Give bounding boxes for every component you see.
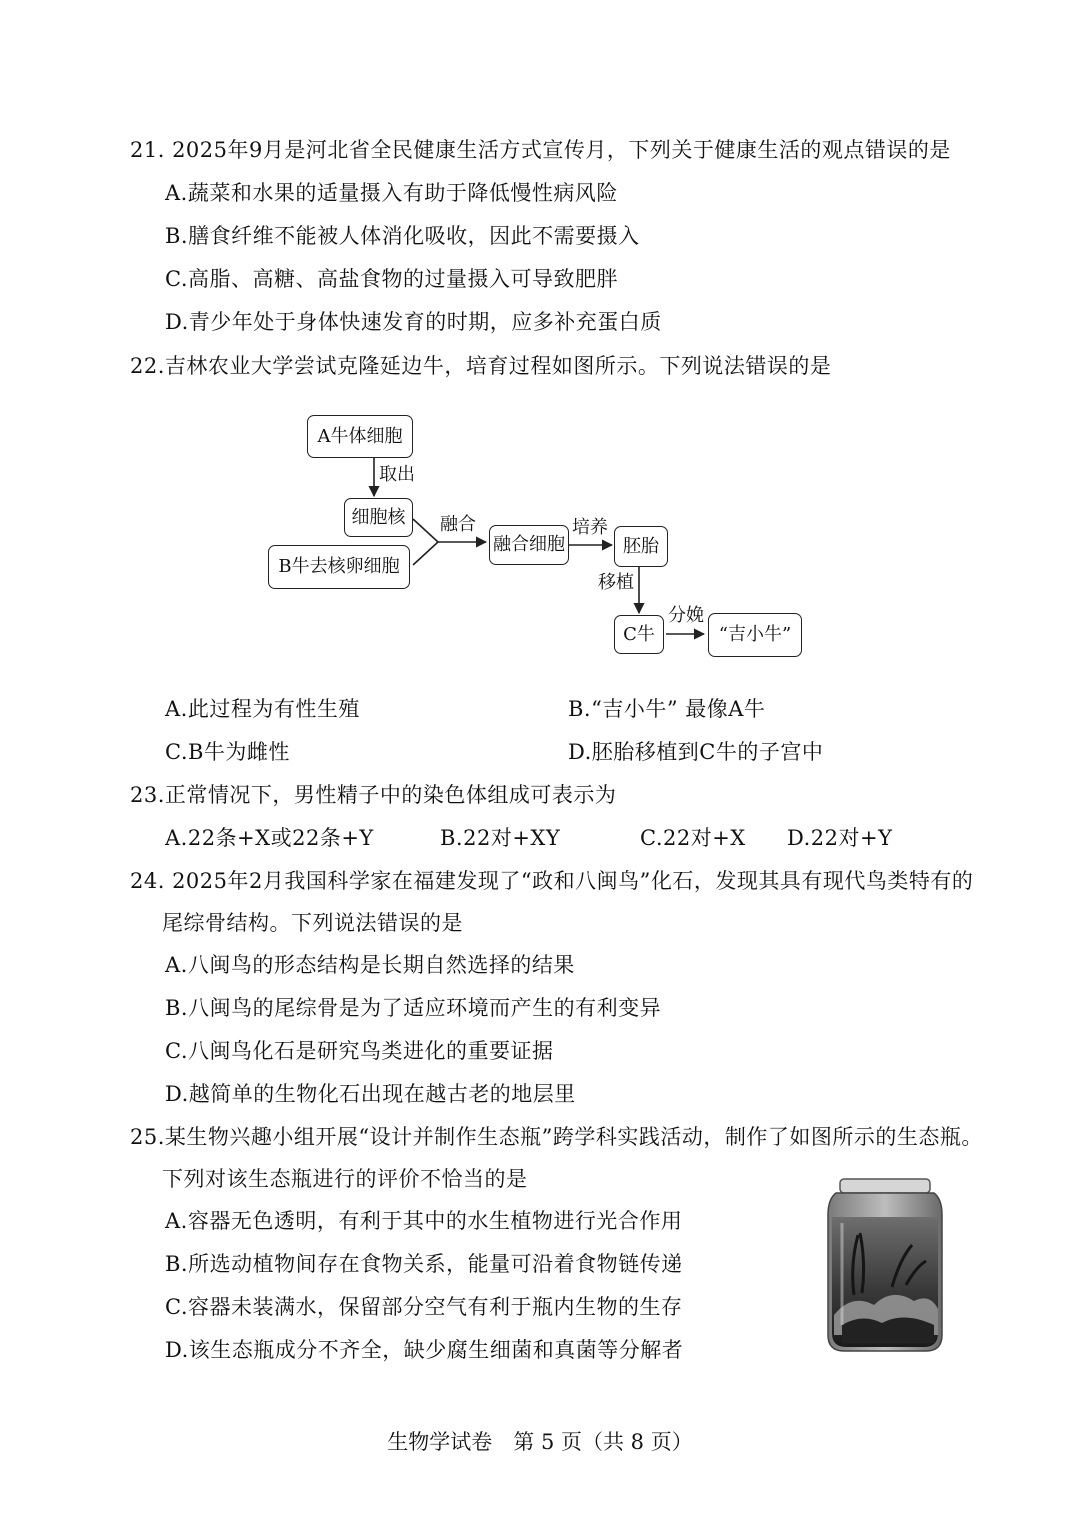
box-fused-cell: 融合细胞 [489, 525, 569, 565]
cloning-flow-diagram [260, 405, 820, 665]
page-footer: 生物学试卷 第 5 页（共 8 页） [387, 1430, 693, 1454]
q25-option-d: D.该生态瓶成分不齐全，缺少腐生细菌和真菌等分解者 [165, 1338, 684, 1362]
q21-option-b: B.膳食纤维不能被人体消化吸收，因此不需要摄入 [165, 224, 640, 248]
q24-option-c: C.八闽鸟化石是研究鸟类进化的重要证据 [165, 1039, 554, 1063]
q24-option-d: D.越简单的生物化石出现在越古老的地层里 [165, 1082, 576, 1106]
q22-option-b: B.“吉小牛” 最像A牛 [568, 697, 766, 721]
q21-stem: 21. 2025年9月是河北省全民健康生活方式宣传月，下列关于健康生活的观点错误的是 [130, 138, 951, 162]
ecosystem-jar-image [822, 1175, 947, 1355]
q25-option-a: A.容器无色透明，有利于其中的水生植物进行光合作用 [165, 1209, 683, 1233]
q22-stem: 22.吉林农业大学尝试克隆延边牛，培育过程如图所示。下列说法错误的是 [130, 354, 832, 378]
label-fuse: 融合 [440, 514, 476, 535]
q24-stem-line2: 尾综骨结构。下列说法错误的是 [162, 911, 463, 935]
q23-option-d: D.22对+Y [787, 826, 893, 850]
box-cow-b-enucleated-egg: B牛去核卵细胞 [268, 545, 410, 589]
q25-option-b: B.所选动植物间存在食物关系，能量可沿着食物链传递 [165, 1252, 683, 1276]
q24-option-a: A.八闽鸟的形态结构是长期自然选择的结果 [165, 953, 575, 977]
box-nucleus: 细胞核 [344, 498, 413, 537]
q21-option-c: C.高脂、高糖、高盐食物的过量摄入可导致肥胖 [165, 267, 618, 291]
q25-stem-line2: 下列对该生态瓶进行的评价不恰当的是 [162, 1167, 528, 1191]
q24-option-b: B.八闽鸟的尾综骨是为了适应环境而产生的有利变异 [165, 996, 662, 1020]
box-embryo: 胚胎 [614, 526, 668, 567]
q23-option-a: A.22条+X或22条+Y [165, 826, 374, 850]
label-culture: 培养 [572, 517, 608, 538]
q23-option-b: B.22对+XY [440, 826, 561, 850]
q21-option-a: A.蔬菜和水果的适量摄入有助于降低慢性病风险 [165, 181, 618, 205]
label-extract: 取出 [379, 464, 415, 485]
q23-option-c: C.22对+X [640, 826, 746, 850]
q24-stem-line1: 24. 2025年2月我国科学家在福建发现了“政和八闽鸟”化石，发现其具有现代鸟类特有的 [130, 869, 974, 893]
q25-option-c: C.容器未装满水，保留部分空气有利于瓶内生物的生存 [165, 1295, 683, 1319]
q21-option-d: D.青少年处于身体快速发育的时期，应多补充蛋白质 [165, 310, 662, 334]
box-calf: “吉小牛” [708, 613, 802, 657]
box-cow-c: C牛 [614, 615, 664, 654]
q23-stem: 23.正常情况下，男性精子中的染色体组成可表示为 [130, 783, 617, 807]
label-transplant: 移植 [598, 572, 634, 593]
q22-option-a: A.此过程为有性生殖 [165, 697, 360, 721]
label-birth: 分娩 [668, 605, 704, 626]
q25-stem-line1: 25.某生物兴趣小组开展“设计并制作生态瓶”跨学科实践活动，制作了如图所示的生态瓶。 [130, 1125, 983, 1149]
q22-option-c: C.B牛为雌性 [165, 740, 290, 764]
q22-option-d: D.胚胎移植到C牛的子宫中 [568, 740, 824, 764]
box-cow-a-somatic-cell: A牛体细胞 [307, 415, 413, 458]
